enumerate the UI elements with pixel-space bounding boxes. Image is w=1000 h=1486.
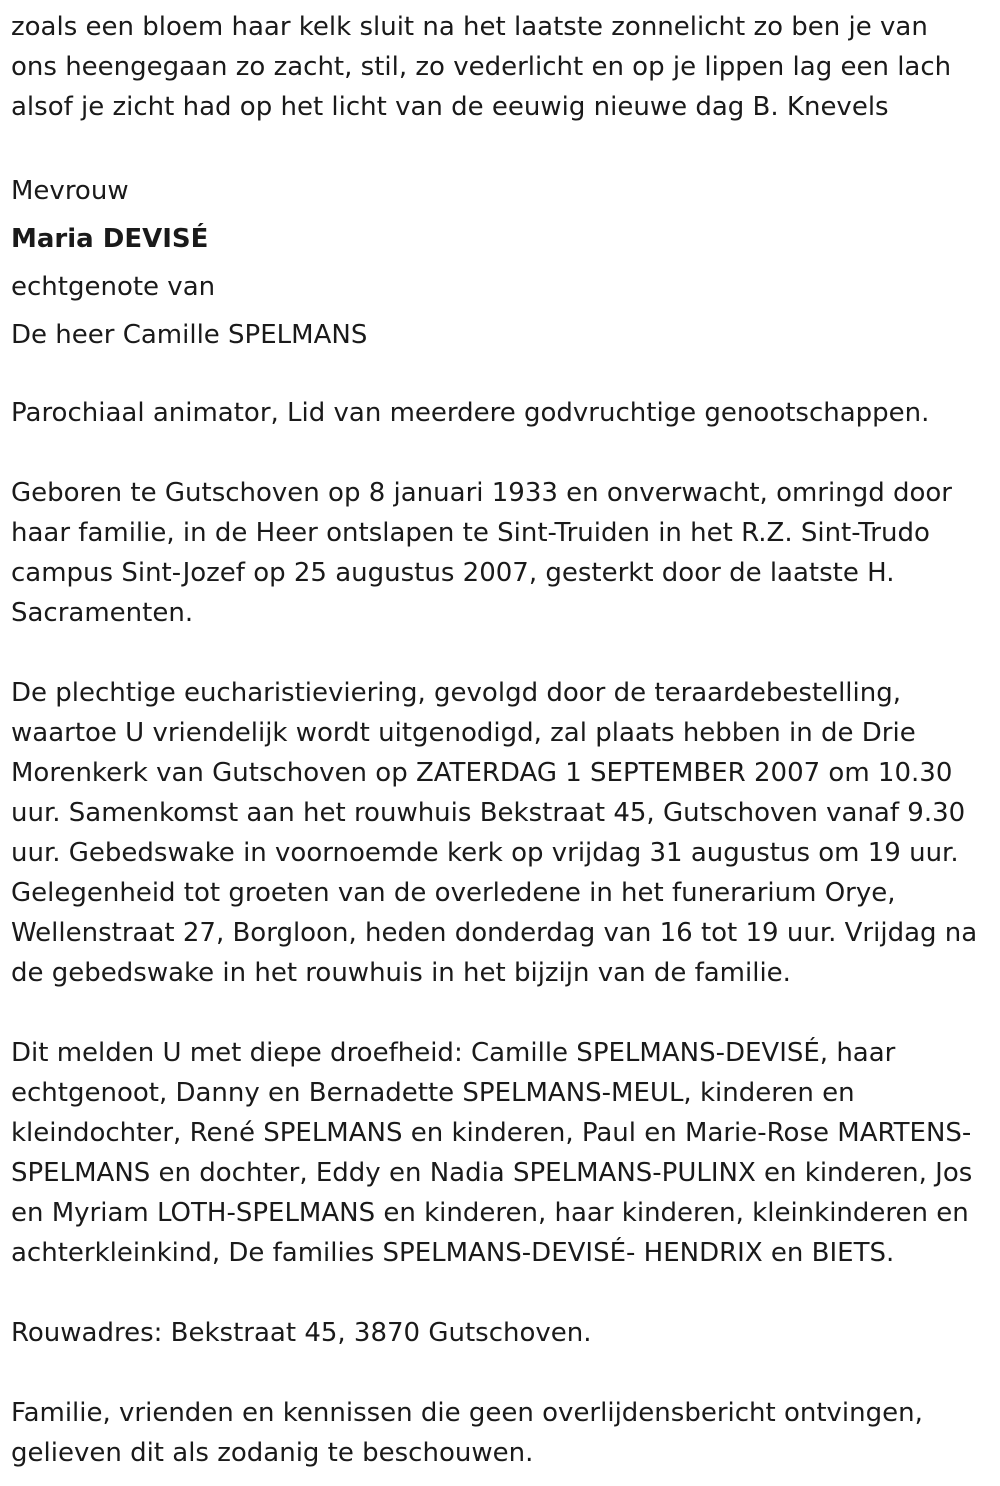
spouse-name: De heer Camille SPELMANS: [11, 320, 368, 350]
deceased-name: Maria DEVISÉ: [11, 224, 209, 254]
opening-poem: zoals een bloem haar kelk sluit na het laatste zonnelicht zo ben je van ons heengegaan zo zacht, stil, zo vederlicht en op je lippen lag een lach alsof je zicht had op het licht van de eeuwig nieuwe dag B. Knevels: [11, 12, 952, 122]
spacer: [11, 127, 995, 167]
birth-death-paragraph: Geboren te Gutschoven op 8 januari 1933 en onverwacht, omringd door haar familie, in de Heer ontslapen te Sint-Truiden in het R.Z. Sint-Trudo campus Sint-Jozef op 25 augustus 2007, gesterkt door de laatste H. Sacramenten.: [11, 478, 952, 628]
spacer: [11, 633, 995, 673]
closing-paragraph: Familie, vrienden en kennissen die geen overlijdensbericht ontvingen, gelieven dit als zodanig te beschouwen.: [11, 1398, 923, 1468]
spacer: [11, 1273, 995, 1313]
spacer: [11, 993, 995, 1033]
ceremony-paragraph: De plechtige eucharistieviering, gevolgd door de teraardebestelling, waartoe U vriendelijk wordt uitgenodigd, zal plaats hebben in de Drie Morenkerk van Gutschoven op ZATERDAG 1 SEPTEMBER 2007 om 10.30 uur. Samenkomst aan het rouwhuis Bekstraat 45, Gutschoven vanaf 9.30 uur. Gebedswake in voornoemde kerk op vrijdag 31 augustus om 19 uur. Gelegenheid tot groeten van de overledene in het funerarium Orye, Wellenstraat 27, Borgloon, heden donderdag van 16 tot 19 uur. Vrijdag na de gebedswake in het rouwhuis in het bijzijn van de familie.: [11, 678, 978, 988]
spacer: [11, 359, 995, 393]
roles-paragraph: Parochiaal animator, Lid van meerdere godvruchtige genootschappen.: [11, 398, 930, 428]
family-paragraph: Dit melden U met diepe droefheid: Camille SPELMANS-DEVISÉ, haar echtgenoot, Danny en Bernadette SPELMANS-MEUL, kinderen en kleindochter, René SPELMANS en kinderen, Paul en Marie-Rose MARTENS- SPELMANS en dochter, Eddy en Nadia SPELMANS-PULINX en kinderen, Jos en Myriam LOTH-SPELMANS en kinderen, haar kinderen, kleinkinderen en achterkleinkind, De families SPELMANS-DEVISÉ- HENDRIX en BIETS.: [11, 1038, 973, 1268]
spacer: [11, 433, 995, 473]
address-paragraph: Rouwadres: Bekstraat 45, 3870 Gutschoven.: [11, 1318, 592, 1348]
deceased-relation: echtgenote van: [11, 272, 216, 302]
spacer: [11, 1353, 995, 1393]
obituary-notice: [11, 0, 995, 1473]
deceased-title: Mevrouw: [11, 176, 129, 206]
